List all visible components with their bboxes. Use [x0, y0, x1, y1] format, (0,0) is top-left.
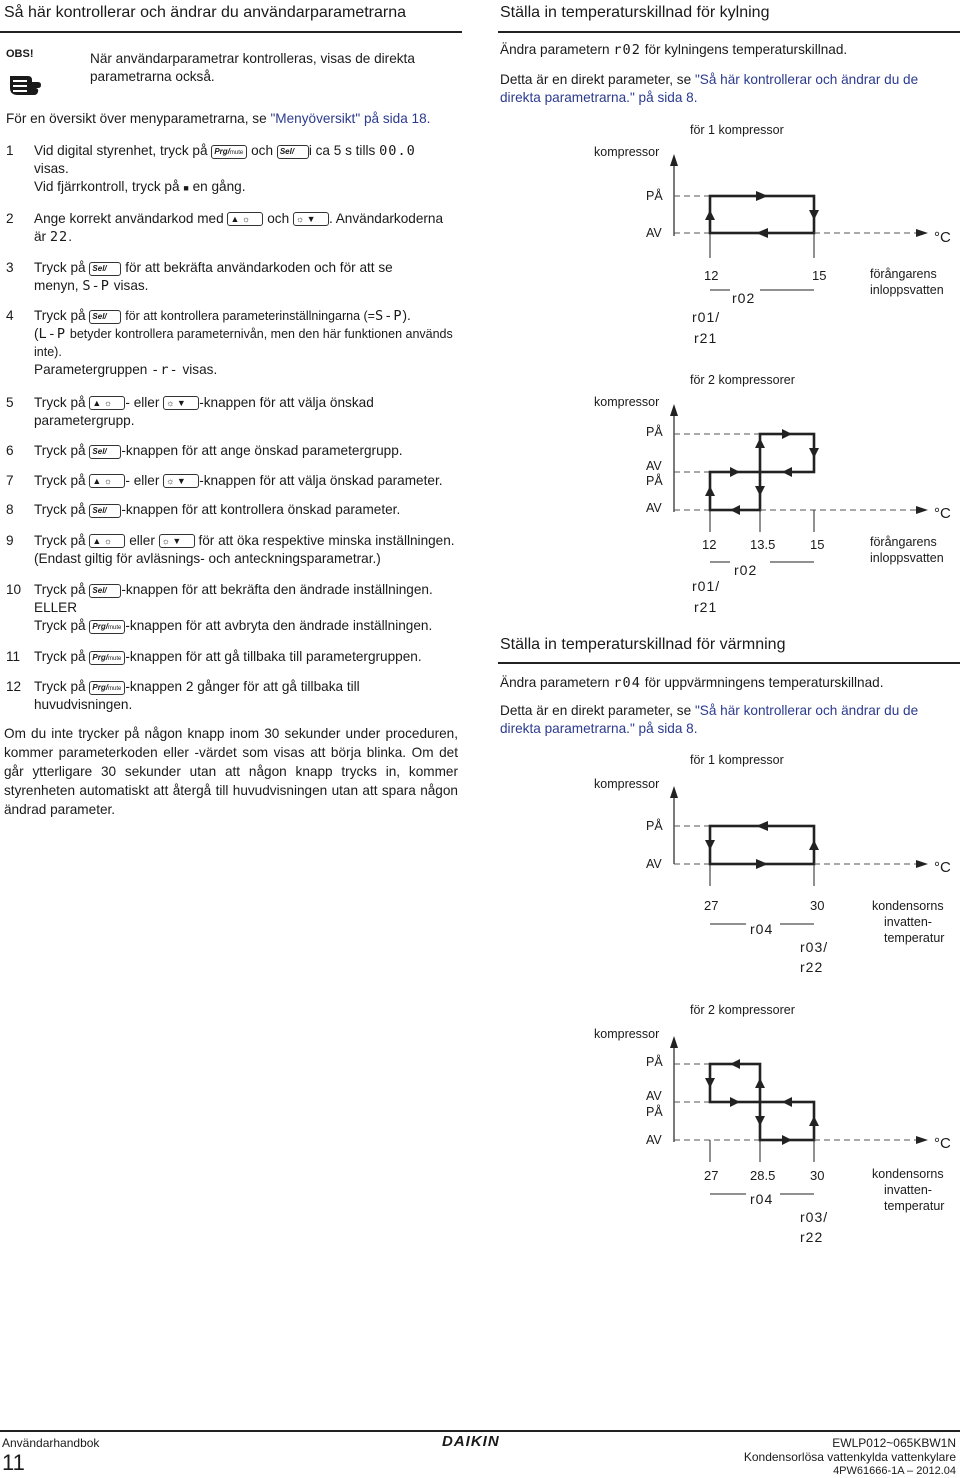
y-axis-label: kompressor [594, 395, 660, 409]
step-text: menyn, [34, 278, 79, 293]
diagram-subtitle: för 2 kompressorer [690, 373, 795, 387]
daikin-logo: DAIKIN [442, 1433, 500, 1450]
x-axis-label: förångarens [870, 535, 937, 549]
param-code: r02 [732, 290, 756, 306]
step-text: Tryck på [34, 395, 86, 410]
param-code: r04 [750, 921, 774, 937]
step-text: visas. [182, 362, 218, 377]
step-text: är [34, 229, 47, 244]
diagram-subtitle: för 1 kompressor [690, 753, 784, 767]
param-code: r03/ [800, 1209, 829, 1225]
step-text: Tryck på [34, 473, 86, 488]
step-text: -knappen för att bekräfta den ändrade inställningen. [121, 582, 433, 597]
prg-mute-key-icon: Prg/mute [89, 620, 125, 634]
tick-label: 27 [704, 1168, 719, 1183]
step-text: -knappen för att kontrollera önskad parameter. [121, 502, 401, 517]
footer-doc: Användarhandbok [2, 1436, 100, 1450]
step-number: 8 [6, 502, 14, 517]
step-text: Parametergruppen [34, 362, 148, 377]
param-code: r04 [613, 675, 641, 691]
down-key-icon: ☼ ▼ [159, 534, 195, 548]
heating-diagram-1-compressor [590, 746, 960, 978]
step-text: visas. [34, 161, 69, 176]
y-axis-arrow [670, 786, 678, 798]
footer-model: EWLP012~065KBW1N [832, 1436, 956, 1450]
step-text: -knappen för att gå tillbaka till parametergruppen. [125, 649, 422, 664]
sel-key-icon: Sel/ [89, 310, 121, 324]
step-6 [6, 442, 458, 460]
tick-label: 13.5 [750, 537, 776, 552]
loop-arrow-up [705, 210, 715, 220]
step-text: ELLER [34, 600, 78, 615]
param-code: r21 [694, 599, 718, 615]
x-axis-label: temperatur [884, 1199, 945, 1213]
x-axis-arrow [916, 229, 928, 237]
step-text: Tryck på [34, 582, 86, 597]
step-text: Tryck på [34, 443, 86, 458]
hysteresis-loop-2 [760, 434, 814, 472]
display-code: 00.0 [379, 143, 416, 159]
off-label: AV [646, 459, 662, 473]
y-axis-label: kompressor [594, 777, 660, 791]
step-text: Vid fjärrkontroll, tryck på [34, 179, 180, 194]
heating-heading: Ställa in temperaturskillnad för värmning [500, 636, 786, 653]
step-text: och [251, 143, 274, 158]
up-key-icon: ▲ ☼ [89, 396, 125, 410]
step-text: Ange korrekt användarkod med [34, 211, 224, 226]
overview-link[interactable]: "Menyöversikt" på sida 18. [270, 111, 431, 126]
cooling-diagram-2-compressors [590, 366, 960, 618]
step-text: . Användarkoderna [328, 211, 444, 226]
step-text: ( [34, 326, 39, 341]
param-code: r01/ [692, 578, 721, 594]
down-key-icon: ☼ ▼ [293, 212, 329, 226]
display-code: -r- [151, 362, 179, 378]
step-4 [6, 307, 458, 379]
step-12 [6, 678, 458, 714]
on-label: PÅ [646, 425, 663, 439]
step-11 [6, 648, 458, 666]
step-text: Tryck på [34, 260, 86, 275]
display-code: 22 [49, 229, 69, 245]
off-label: AV [646, 226, 662, 240]
param-code: r02 [613, 42, 641, 58]
on-label: PÅ [646, 189, 663, 203]
heating-p1: Ändra parametern r04 för uppvärmningens temperaturskillnad. [500, 675, 884, 691]
down-key-icon: ☼ ▼ [163, 474, 199, 488]
loop-arrow-left [756, 228, 768, 238]
display-code: L-P [38, 326, 67, 342]
x-axis-label: inloppsvatten [870, 283, 944, 297]
step-text: Tryck på [34, 502, 86, 517]
tick-label: 30 [810, 898, 825, 913]
left-heading: Så här kontrollerar och ändrar du användarparametrarna [4, 4, 407, 21]
tick-label: 28.5 [750, 1168, 776, 1183]
step-text: (Endast giltig för avläsnings- och anteckningsparametrar.) [34, 551, 381, 566]
up-key-icon: ▲ ☼ [227, 212, 263, 226]
step-text: visas. [113, 278, 149, 293]
footer-page-number: 11 [2, 1450, 25, 1475]
step-text: Tryck på [34, 533, 86, 548]
prg-mute-key-icon: Prg/mute [89, 651, 125, 665]
step-number: 9 [6, 533, 14, 548]
step-text: -knappen för att avbryta den ändrade inställningen. [125, 618, 433, 633]
up-key-icon: ▲ ☼ [89, 534, 125, 548]
on-label: PÅ [646, 819, 663, 833]
note-block [6, 48, 58, 105]
remote-button-icon: ■ [183, 183, 189, 193]
tick-label: 15 [812, 268, 827, 283]
display-code: S-P [374, 308, 403, 324]
prg-mute-key-icon: Prg/mute [211, 145, 247, 159]
pointing-hand-icon [6, 62, 46, 102]
step-text: Tryck på [34, 308, 86, 323]
param-code: r22 [800, 959, 824, 975]
footer-right [744, 1436, 956, 1478]
step-7 [6, 472, 458, 490]
hysteresis-loop [710, 826, 814, 864]
step-number: 11 [6, 649, 21, 664]
param-code: r02 [734, 562, 758, 578]
heating-link[interactable]: "Så här kontrollerar och ändrar du de direkta parametrarna." på sida 8. [500, 703, 919, 736]
step-text: Tryck på [34, 679, 86, 694]
sel-key-icon: Sel/ [277, 145, 309, 159]
step-5 [6, 394, 458, 430]
step-text: ). [402, 308, 411, 323]
timeout-paragraph: Om du inte trycker på någon knapp inom 30 sekunder under proceduren, kommer parameterkoden eller -värdet som visas att börja blinka. Om det går ytterligare 30 sekunder utan att någon knapp trycks in, kommer styrenheten automatiskt att återgå till huvudvisningen utan att spara någon ändrad parameter. [4, 726, 458, 817]
step-8 [6, 501, 458, 519]
step-text: -knappen för att välja önskad parametergrupp. [34, 395, 374, 428]
step-number: 10 [6, 582, 22, 597]
y-axis-label: kompressor [594, 1027, 660, 1041]
y-axis-arrow [670, 1036, 678, 1048]
note-text: När användarparametrar kontrolleras, visas de direkta parametrarna också. [90, 51, 415, 84]
y-axis-arrow [670, 154, 678, 166]
step-number: 1 [6, 143, 14, 158]
x-axis-label: kondensorns [872, 1167, 944, 1181]
down-key-icon: ☼ ▼ [163, 396, 199, 410]
step-text: Vid digital styrenhet, tryck på [34, 143, 208, 158]
step-3 [6, 259, 458, 295]
hysteresis-loop-1 [710, 472, 760, 510]
step-number: 4 [6, 308, 14, 323]
unit-label: °C [934, 1135, 951, 1152]
y-axis-label: kompressor [594, 145, 660, 159]
step-text: -knappen för att välja önskad parameter. [199, 473, 443, 488]
on-label: PÅ [646, 1105, 663, 1119]
step-text: Tryck på [34, 649, 86, 664]
x-axis-label: inloppsvatten [870, 551, 944, 565]
step-1 [6, 142, 458, 197]
left-heading-rule [0, 31, 462, 33]
loop-arrow-down [809, 210, 819, 220]
loop-arrow-right [756, 191, 768, 201]
diagram-subtitle: för 1 kompressor [690, 123, 784, 137]
tick-label: 27 [704, 898, 719, 913]
unit-label: °C [934, 229, 951, 246]
unit-label: °C [934, 859, 951, 876]
param-code: r22 [800, 1229, 824, 1245]
step-text: en gång. [192, 179, 246, 194]
y-axis-arrow [670, 404, 678, 416]
step-text: -knappen för att ange önskad parametergrupp. [121, 443, 403, 458]
step-number: 7 [6, 473, 14, 488]
heating-heading-rule [498, 662, 960, 664]
unit-label: °C [934, 505, 951, 522]
prg-mute-key-icon: Prg/mute [89, 681, 125, 695]
sel-key-icon: Sel/ [89, 262, 121, 276]
step-text: för att kontrollera parameterinställningarna (= [125, 309, 375, 323]
up-key-icon: ▲ ☼ [89, 474, 125, 488]
cooling-heading: Ställa in temperaturskillnad för kylning [500, 4, 770, 21]
note-tag: OBS! [6, 48, 34, 60]
step-text: i ca 5 s tills [308, 143, 376, 158]
param-code: r01/ [692, 309, 721, 325]
tick-label: 15 [810, 537, 825, 552]
x-axis-label: förångarens [870, 267, 937, 281]
step-text: . [68, 229, 73, 244]
x-axis-label: invatten- [884, 1183, 932, 1197]
heating-p2: Detta är en direkt parameter, se "Så här kontrollerar och ändrar du de direkta parametrarna." på sida 8. [500, 703, 919, 736]
step-2 [6, 210, 458, 246]
sel-key-icon: Sel/ [89, 445, 121, 459]
hysteresis-loop-2 [760, 1102, 814, 1140]
sel-key-icon: Sel/ [89, 584, 121, 598]
overview-text: För en översikt över menyparametrarna, se [6, 111, 271, 126]
step-text: för att öka respektive minska inställningen. [198, 533, 455, 548]
diagram-subtitle: för 2 kompressorer [690, 1003, 795, 1017]
step-number: 6 [6, 443, 14, 458]
on-label: PÅ [646, 474, 663, 488]
x-axis-label: temperatur [884, 931, 945, 945]
cooling-p2: Detta är en direkt parameter, se "Så här kontrollerar och ändrar du de direkta parametrarna." på sida 8. [500, 72, 919, 105]
x-axis-label: invatten- [884, 915, 932, 929]
param-code: r21 [694, 330, 718, 346]
display-code: S-P [82, 278, 110, 294]
on-label: PÅ [646, 1055, 663, 1069]
hysteresis-loop [710, 196, 814, 233]
step-number: 12 [6, 679, 22, 694]
step-number: 5 [6, 395, 14, 410]
step-text: betyder kontrollera parameternivån, men den här funktionen används inte). [34, 327, 453, 359]
sel-key-icon: Sel/ [89, 504, 121, 518]
tick-label: 12 [704, 268, 719, 283]
off-label: AV [646, 1089, 662, 1103]
footer-rule [0, 1430, 960, 1432]
step-text: och [267, 211, 290, 226]
tick-label: 12 [702, 537, 717, 552]
heating-diagram-2-compressors [590, 996, 960, 1248]
cooling-p1: Ändra parametern r02 för kylningens temperaturskillnad. [500, 42, 848, 58]
step-number: 2 [6, 211, 14, 226]
off-label: AV [646, 501, 662, 515]
cooling-diagram-1-compressor [590, 118, 960, 350]
step-text: Tryck på [34, 618, 86, 633]
param-code: r04 [750, 1191, 774, 1207]
step-10 [6, 581, 458, 635]
step-text: för att bekräfta användarkoden och för att se [125, 260, 393, 275]
step-9 [6, 532, 458, 568]
tick-label: 30 [810, 1168, 825, 1183]
footer-code: 4PW61666-1A – 2012.04 [833, 1465, 956, 1477]
overview-paragraph [6, 111, 430, 126]
param-code: r03/ [800, 939, 829, 955]
footer-desc: Kondensorlösa vattenkylda vattenkylare [743, 1450, 956, 1464]
cooling-link[interactable]: "Så här kontrollerar och ändrar du de direkta parametrarna." på sida 8. [500, 72, 919, 105]
off-label: AV [646, 1133, 662, 1147]
step-text: -knappen 2 gånger för att gå tillbaka till huvudvisningen. [34, 679, 360, 712]
x-axis-label: kondensorns [872, 899, 944, 913]
step-text: - eller [125, 473, 160, 488]
step-text: eller [129, 533, 155, 548]
hysteresis-loop-1 [710, 1064, 760, 1102]
cooling-heading-rule [498, 31, 960, 33]
off-label: AV [646, 857, 662, 871]
step-number: 3 [6, 260, 14, 275]
step-text: - eller [125, 395, 160, 410]
